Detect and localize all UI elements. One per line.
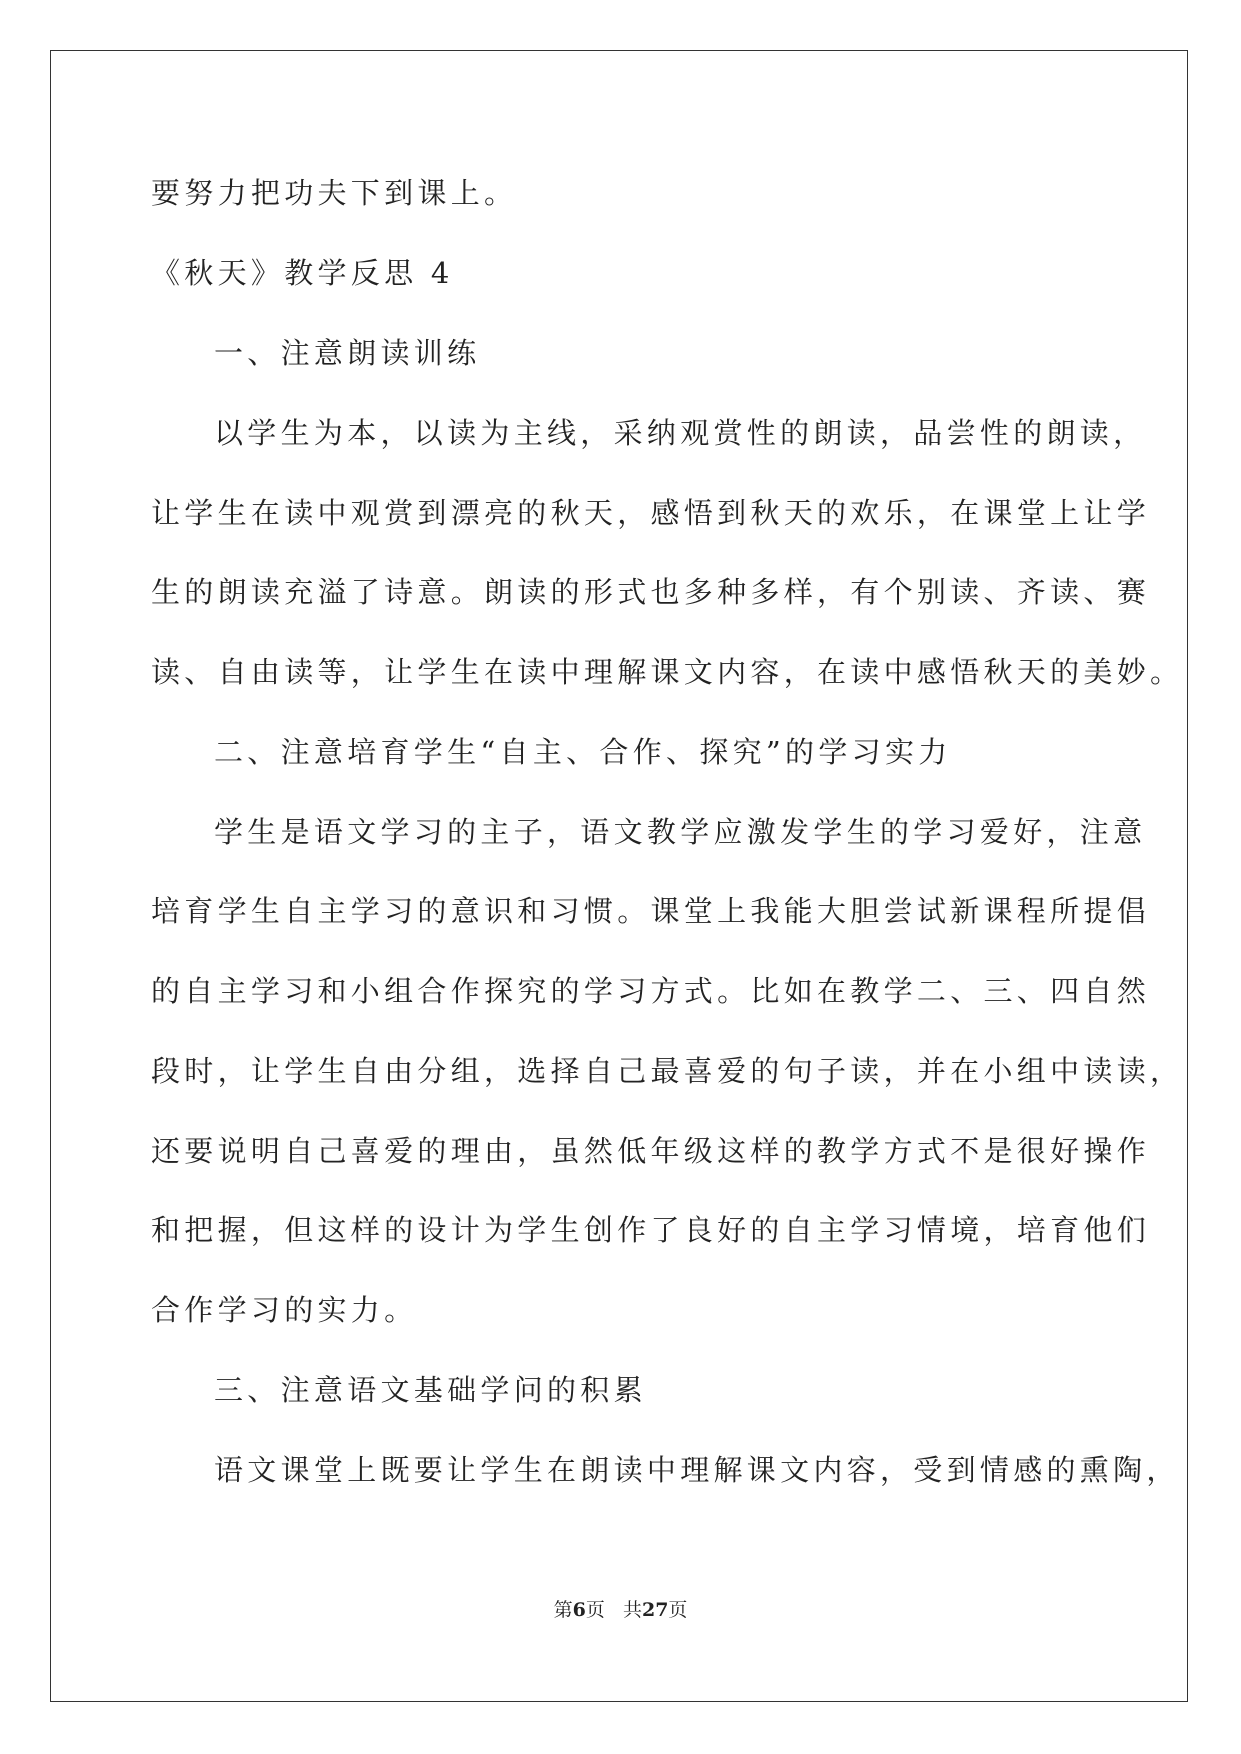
paragraph-line-5: 读、自由读等，让学生在读中理解课文内容，在读中感悟秋天的美妙。 xyxy=(151,655,1184,689)
footer-total-prefix: 共 xyxy=(622,1599,642,1621)
footer-total-pages: 27 xyxy=(641,1599,669,1621)
paragraph-line-12: 合作学习的实力。 xyxy=(151,1293,418,1327)
footer-page-prefix: 第 xyxy=(553,1599,573,1621)
paragraph-line-7: 培育学生自主学习的意识和习惯。课堂上我能大胆尝试新课程所提倡 xyxy=(151,894,1151,928)
footer-page-suffix: 页 xyxy=(585,1599,605,1621)
paragraph-line-4: 生的朗读充溢了诗意。朗读的形式也多种多样，有个别读、齐读、赛 xyxy=(151,575,1151,609)
footer-total-suffix: 页 xyxy=(668,1599,688,1621)
paragraph-line-10: 还要说明自己喜爱的理由，虽然低年级这样的教学方式不是很好操作 xyxy=(151,1134,1151,1168)
paragraph-line-3: 让学生在读中观赏到漂亮的秋天，感悟到秋天的欢乐，在课堂上让学 xyxy=(151,496,1151,530)
paragraph-line-2: 以学生为本，以读为主线，采纳观赏性的朗读，品尝性的朗读， xyxy=(214,416,1147,450)
section-title: 《秋天》教学反思 4 xyxy=(151,256,454,290)
paragraph-line-13: 语文课堂上既要让学生在朗读中理解课文内容，受到情感的熏陶， xyxy=(214,1453,1180,1487)
heading-1: 一、注意朗读训练 xyxy=(214,336,481,370)
heading-2: 二、注意培育学生“自主、合作、探究”的学习实力 xyxy=(214,735,952,769)
heading-3: 三、注意语文基础学问的积累 xyxy=(214,1373,647,1407)
page-footer xyxy=(0,1598,1241,1622)
paragraph-line-6: 学生是语文学习的主子，语文教学应激发学生的学习爱好，注意 xyxy=(214,815,1147,849)
paragraph-line-1: 要努力把功夫下到课上。 xyxy=(151,176,518,210)
paragraph-line-9: 段时，让学生自由分组，选择自己最喜爱的句子读，并在小组中读读， xyxy=(151,1054,1184,1088)
paragraph-line-8: 的自主学习和小组合作探究的学习方式。比如在教学二、三、四自然 xyxy=(151,974,1151,1008)
paragraph-line-11: 和把握，但这样的设计为学生创作了良好的自主学习情境，培育他们 xyxy=(151,1213,1151,1247)
footer-page-number: 6 xyxy=(572,1599,586,1621)
